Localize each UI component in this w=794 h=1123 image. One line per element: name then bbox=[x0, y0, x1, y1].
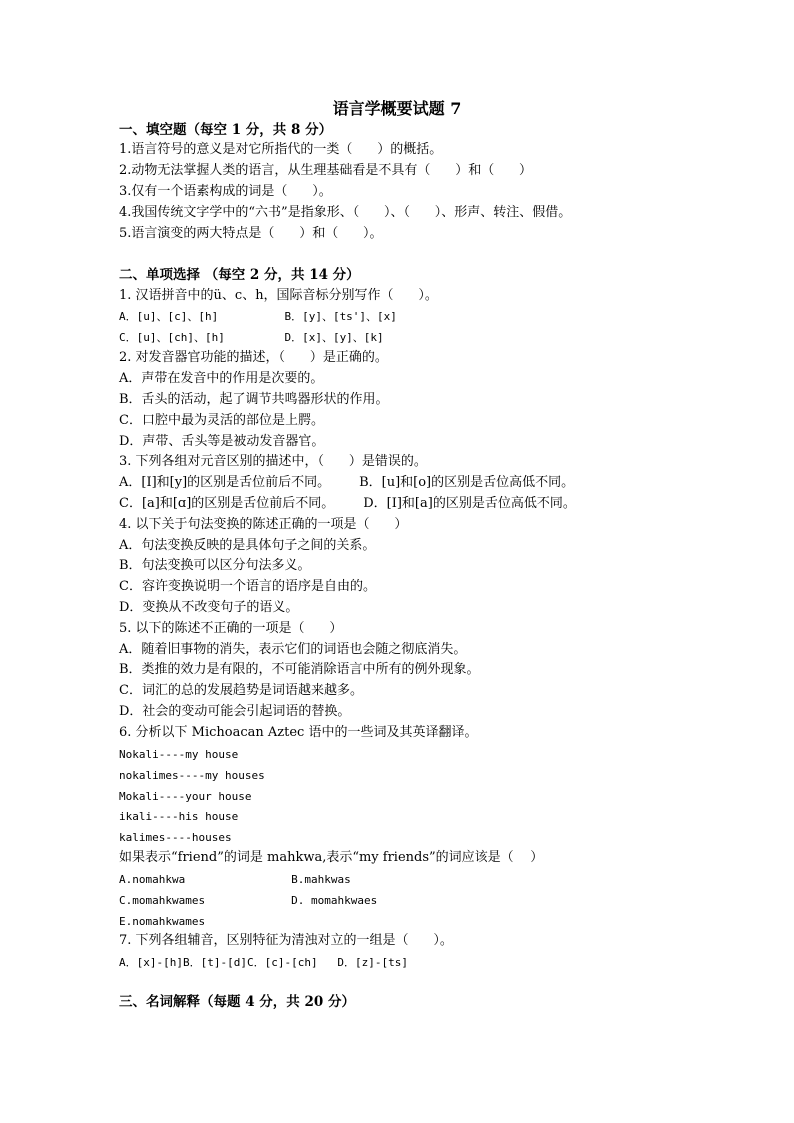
example-word-1: Nokali----my house bbox=[119, 748, 239, 761]
example-word-3: Mokali----your house bbox=[119, 790, 252, 803]
choice-q6-prompt: 如果表示“friend”的词是 mahkwa,表示“my friends”的词应该是（ ） bbox=[119, 850, 544, 865]
choice-q3-options-ab: A．[I]和[y]的区别是舌位前后不同。 B．[u]和[o]的区别是舌位高低不同。 bbox=[119, 475, 575, 490]
section2-heading: 二、单项选择 （每空 2 分，共 14 分） bbox=[119, 267, 360, 283]
choice-q7-options: A．[x]-[h]B．[t]-[d]C．[c]-[ch] D．[z]-[ts] bbox=[119, 956, 409, 969]
example-word-5: kalimes----houses bbox=[119, 831, 232, 844]
choice-q3-options-cd: C．[a]和[ɑ]的区别是舌位前后不同。 D．[I]和[a]的区别是舌位高低不同。 bbox=[119, 496, 576, 511]
choice-question-7: 7. 下列各组辅音，区别特征为清浊对立的一组是（ ）。 bbox=[119, 933, 453, 948]
choice-q6-option-e: E.nomahkwames bbox=[119, 915, 206, 928]
choice-q4-option-d: D．变换从不改变句子的语义。 bbox=[119, 600, 299, 615]
fill-question-4: 4.我国传统文字学中的“六书”是指象形、（ ）、（ ）、形声、转注、假借。 bbox=[119, 205, 572, 220]
choice-q4-option-a: A．句法变换反映的是具体句子之间的关系。 bbox=[119, 538, 376, 553]
example-word-2: nokalimes----my houses bbox=[119, 769, 265, 782]
choice-question-5: 5. 以下的陈述不正确的一项是（ ） bbox=[119, 621, 343, 636]
choice-q4-option-b: B．句法变换可以区分句法多义。 bbox=[119, 558, 311, 573]
choice-question-1: 1. 汉语拼音中的ü、c、h，国际音标分别写作（ ）。 bbox=[119, 288, 438, 303]
section1-heading: 一、填空题（每空 1 分，共 8 分） bbox=[119, 122, 333, 138]
choice-q5-option-d: D．社会的变动可能会引起词语的替换。 bbox=[119, 704, 351, 719]
example-word-4: ikali----his house bbox=[119, 810, 239, 823]
choice-q4-option-c: C．容许变换说明一个语言的语序是自由的。 bbox=[119, 579, 376, 594]
choice-question-4: 4. 以下关于句法变换的陈述正确的一项是（ ） bbox=[119, 517, 408, 532]
page-title: 语言学概要试题 7 bbox=[332, 99, 462, 118]
choice-question-3: 3. 下列各组对元音区别的描述中，（ ）是错误的。 bbox=[119, 454, 427, 469]
fill-question-2: 2.动物无法掌握人类的语言，从生理基础看是不具有（ ）和（ ） bbox=[119, 163, 532, 178]
choice-q2-option-a: A．声带在发音中的作用是次要的。 bbox=[119, 371, 324, 386]
choice-q2-option-c: C．口腔中最为灵活的部位是上腭。 bbox=[119, 413, 324, 428]
choice-q1-options-ab: A．[u]、[c]、[h] B．[y]、[ts']、[x] bbox=[119, 310, 397, 323]
choice-q6-options-cd: C.momahkwames D. momahkwaes bbox=[119, 894, 378, 907]
choice-q1-options-cd: C．[u]、[ch]、[h] D．[x]、[y]、[k] bbox=[119, 331, 384, 344]
choice-q5-option-b: B．类推的效力是有限的，不可能消除语言中所有的例外现象。 bbox=[119, 662, 480, 677]
choice-q5-option-c: C．词汇的总的发展趋势是词语越来越多。 bbox=[119, 683, 363, 698]
choice-q2-option-d: D．声带、舌头等是被动发音器官。 bbox=[119, 434, 325, 449]
choice-q6-options-ab: A.nomahkwa B.mahkwas bbox=[119, 873, 351, 886]
choice-q5-option-a: A．随着旧事物的消失，表示它们的词语也会随之彻底消失。 bbox=[119, 642, 467, 657]
section3-heading: 三、名词解释（每题 4 分，共 20 分） bbox=[119, 994, 355, 1010]
choice-q2-option-b: B．舌头的活动，起了调节共鸣器形状的作用。 bbox=[119, 392, 389, 407]
fill-question-1: 1.语言符号的意义是对它所指代的一类（ ）的概括。 bbox=[119, 142, 443, 157]
fill-question-5: 5.语言演变的两大特点是（ ）和（ ）。 bbox=[119, 226, 383, 241]
fill-question-3: 3.仅有一个语素构成的词是（ ）。 bbox=[119, 184, 332, 199]
choice-question-2: 2. 对发音器官功能的描述，（ ）是正确的。 bbox=[119, 350, 388, 365]
choice-question-6: 6. 分析以下 Michoacan Aztec 语中的一些词及其英译翻译。 bbox=[119, 725, 478, 740]
